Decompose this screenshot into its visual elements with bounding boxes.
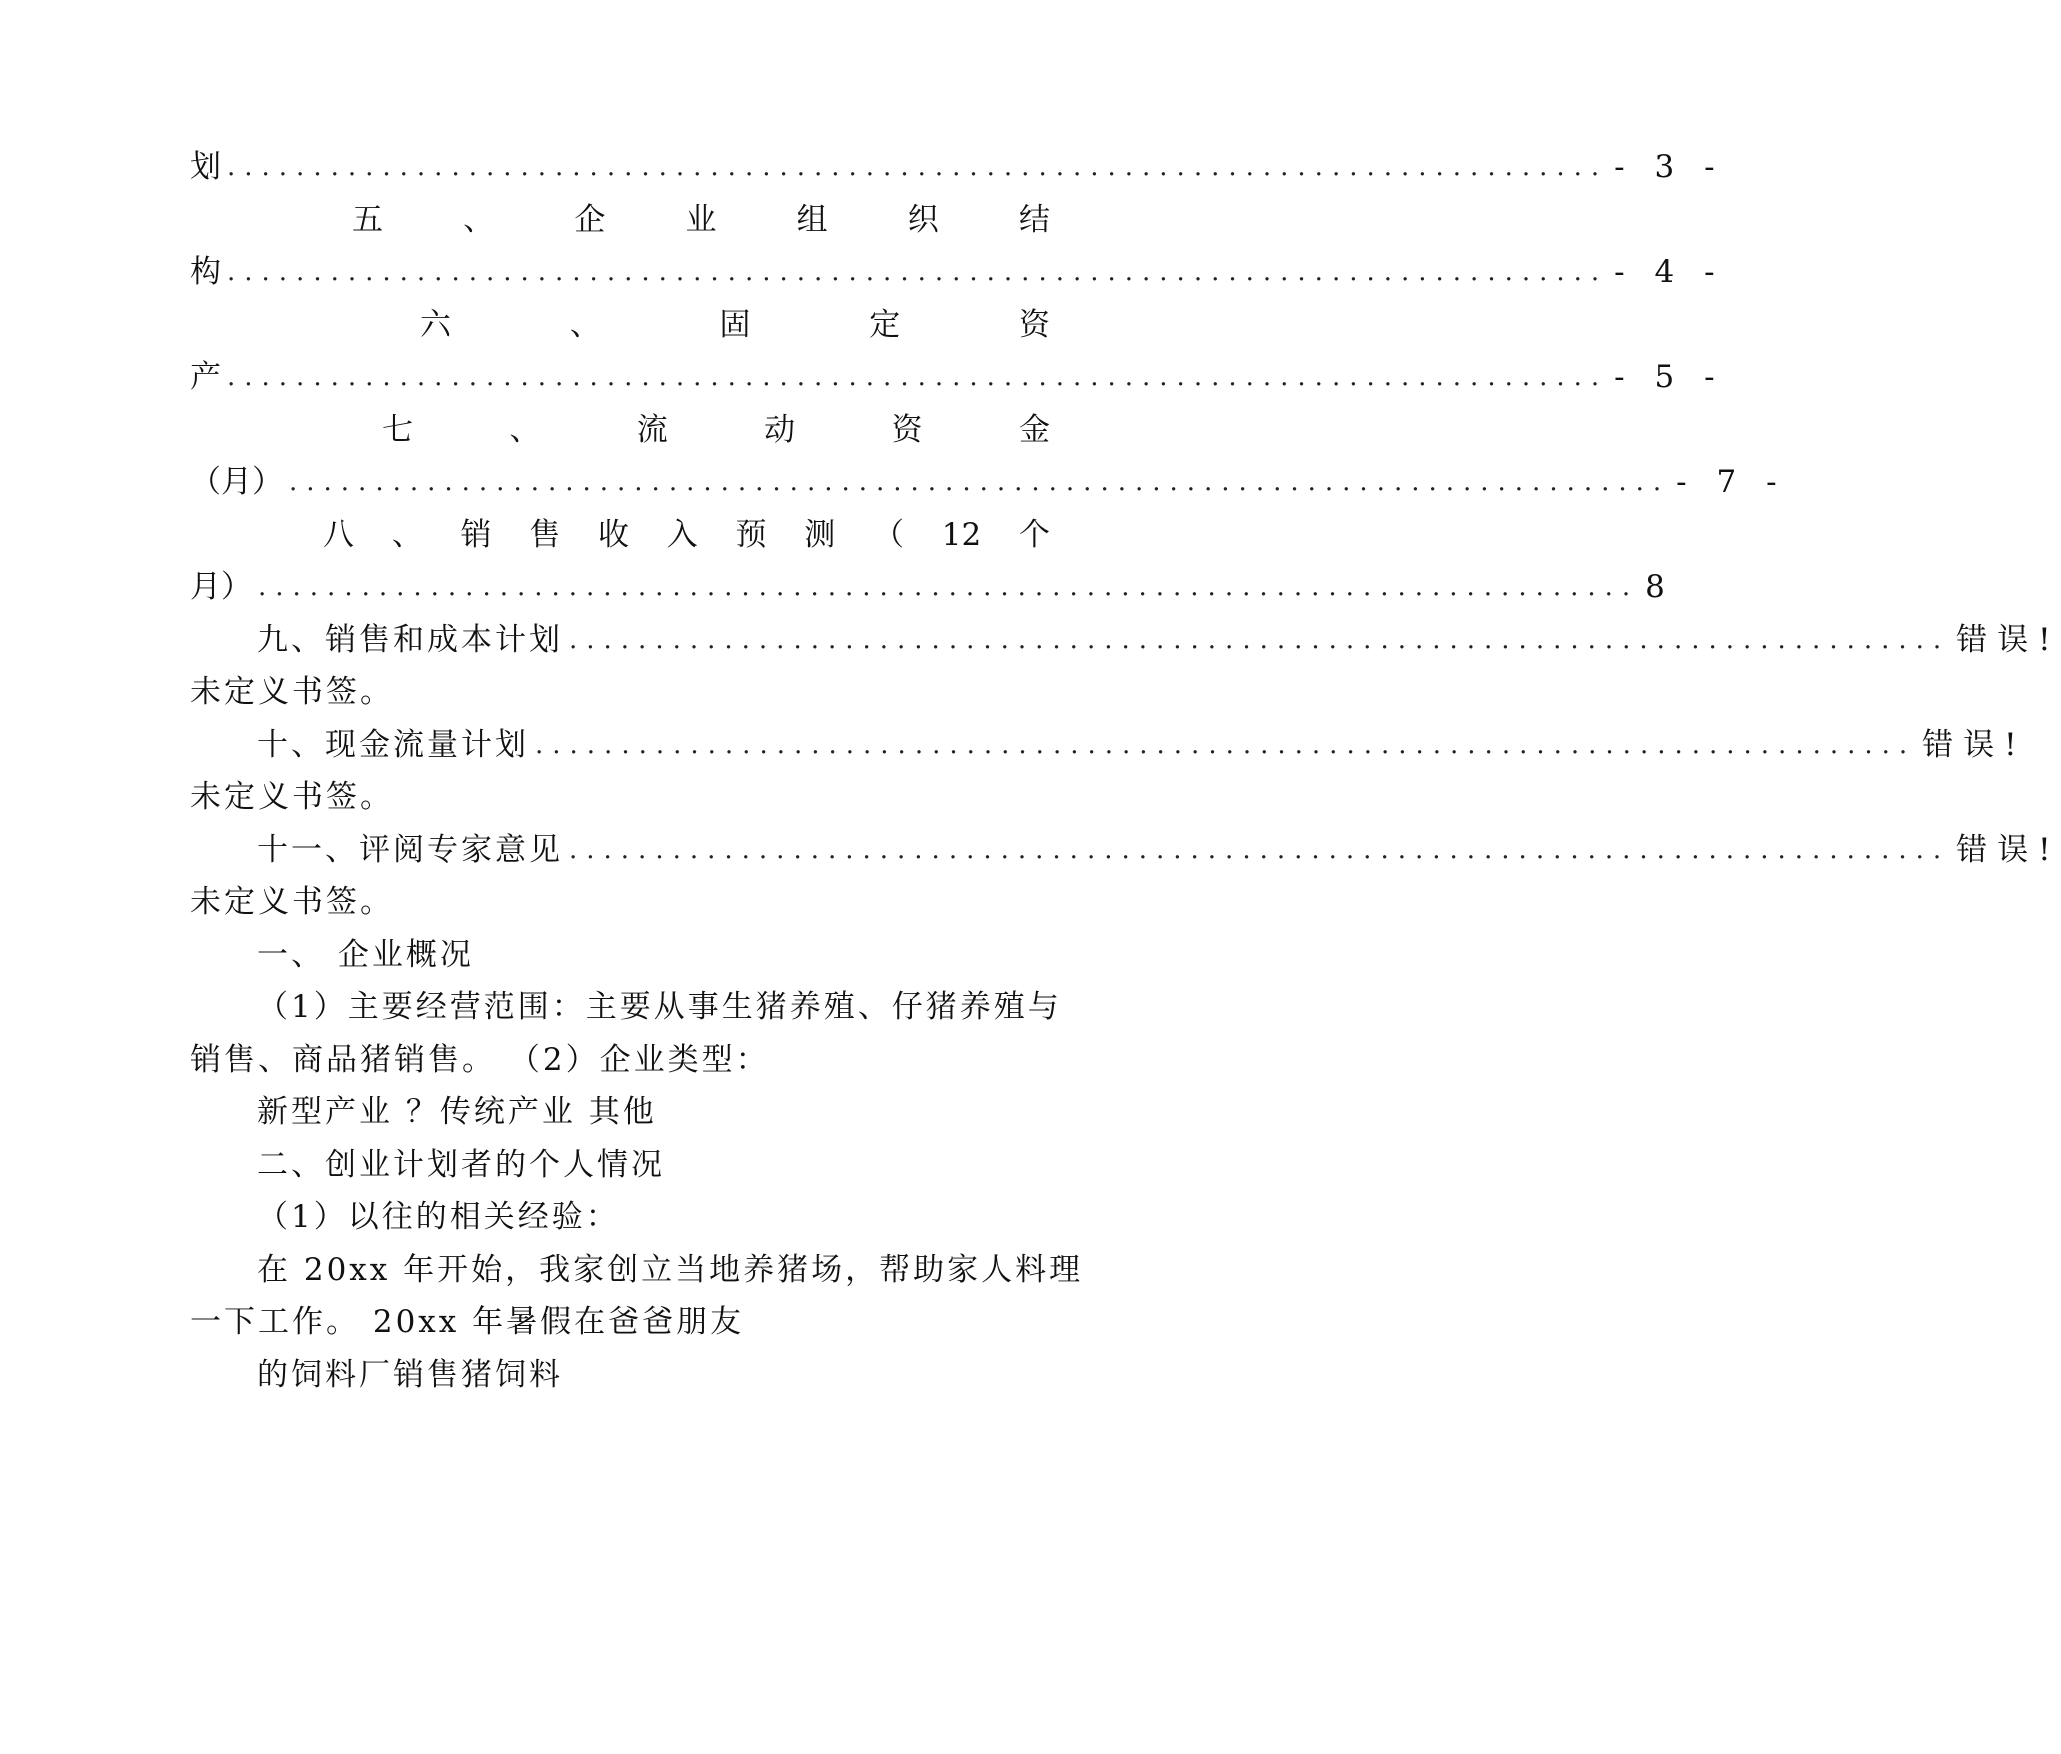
toc-page-number: - 4 - [1614, 254, 1725, 290]
business-scope-line-1: （1）主要经营范围：主要从事生猪养殖、仔猪养殖与 [257, 989, 1062, 1025]
toc-leader-dots: ................................................................................ [535, 730, 1917, 760]
toc-char: 、 [391, 517, 423, 553]
toc-entry-6-tail: 产 [190, 359, 221, 395]
toc-page-number: 8 [1645, 569, 1675, 605]
toc-char: 五 [352, 202, 383, 238]
experience-heading: （1）以往的相关经验： [257, 1199, 620, 1235]
toc-char: 、 [509, 412, 541, 448]
toc-page-number: - 5 - [1614, 359, 1725, 395]
toc-entry-4-tail: 划 [190, 149, 221, 185]
toc-entry-9-title: 九、销售和成本计划 [257, 622, 563, 658]
toc-char: 个 [1018, 517, 1050, 553]
toc-char: 销 [460, 517, 492, 553]
toc-entry-10[interactable] [257, 716, 2027, 774]
toc-char: （ [873, 517, 904, 553]
toc-entry-6-continuation[interactable] [190, 348, 1725, 406]
toc-leader-dots: ................................................................................ [227, 257, 1609, 287]
toc-leader-dots: ................................................................................ [569, 835, 1951, 865]
toc-char: 售 [529, 517, 561, 553]
toc-char: 流 [636, 412, 668, 448]
toc-char: 定 [869, 307, 901, 343]
toc-entry-11-title: 十一、评阅专家意见 [257, 832, 563, 868]
toc-char: 测 [804, 517, 836, 553]
toc-page-number: - 7 - [1676, 464, 1787, 500]
toc-leader-dots: ................................................................................ [227, 362, 1609, 392]
toc-char: 资 [1019, 307, 1050, 343]
experience-line-3: 的饲料厂销售猪饲料 [257, 1357, 563, 1393]
toc-entry-9-continuation: 未定义书签。 [190, 674, 394, 710]
toc-char: 金 [1018, 412, 1050, 448]
toc-entry-7-continuation[interactable] [190, 453, 1787, 511]
toc-entry-8-title[interactable] [323, 506, 1050, 564]
toc-error-text: 错误! [1922, 727, 2027, 763]
toc-entry-5-title[interactable] [352, 191, 1050, 249]
toc-entry-10-title: 十、现金流量计划 [257, 727, 529, 763]
toc-char: 业 [685, 202, 717, 238]
toc-page-number: - 3 - [1614, 149, 1725, 185]
toc-char: 12 [941, 517, 982, 553]
toc-char: 、 [463, 202, 495, 238]
toc-leader-dots: ................................................................................ [289, 467, 1671, 497]
section-heading-enterprise-overview: 一、 企业概况 [257, 937, 474, 973]
toc-entry-7-title[interactable] [382, 401, 1050, 459]
toc-entry-11-continuation: 未定义书签。 [190, 884, 394, 920]
toc-char: 收 [598, 517, 629, 553]
toc-leader-dots: ................................................................................ [227, 152, 1609, 182]
toc-entry-5-tail: 构 [190, 254, 221, 290]
toc-entry-5-continuation[interactable] [190, 243, 1725, 301]
toc-leader-dots: ................................................................................ [569, 625, 1951, 655]
toc-char: 动 [764, 412, 796, 448]
toc-char: 七 [382, 412, 413, 448]
experience-line-2: 一下工作。 20xx 年暑假在爸爸朋友 [190, 1304, 745, 1340]
toc-error-text: 错误! [1956, 622, 2061, 658]
toc-entry-4-continuation[interactable] [190, 138, 1725, 196]
toc-char: 固 [719, 307, 751, 343]
toc-char: 企 [574, 202, 606, 238]
toc-char: 组 [796, 202, 828, 238]
toc-entry-6-title[interactable] [420, 296, 1050, 354]
business-scope-line-2: 销售、商品猪销售。 （2）企业类型： [190, 1042, 770, 1078]
toc-char: 资 [891, 412, 923, 448]
toc-char: 预 [735, 517, 767, 553]
toc-char: 入 [666, 517, 698, 553]
experience-line-1: 在 20xx 年开始，我家创立当地养猪场，帮助家人料理 [257, 1252, 1084, 1288]
toc-entry-9[interactable] [257, 611, 2061, 669]
toc-char: 、 [569, 307, 601, 343]
toc-entry-10-continuation: 未定义书签。 [190, 779, 394, 815]
section-heading-founder-profile: 二、创业计划者的个人情况 [257, 1147, 665, 1183]
toc-leader-dots: ................................................................................ [258, 572, 1640, 602]
toc-entry-8-continuation[interactable] [190, 558, 1675, 616]
toc-char: 织 [907, 202, 939, 238]
toc-char: 结 [1018, 202, 1050, 238]
toc-char: 八 [323, 517, 354, 553]
enterprise-type-line: 新型产业 ？传统产业 其他 [257, 1094, 657, 1130]
toc-entry-11[interactable] [257, 821, 2061, 879]
toc-entry-8-tail: 月） [190, 569, 252, 605]
toc-char: 六 [420, 307, 451, 343]
toc-error-text: 错误! [1956, 832, 2061, 868]
toc-entry-7-tail: （月） [190, 464, 283, 500]
